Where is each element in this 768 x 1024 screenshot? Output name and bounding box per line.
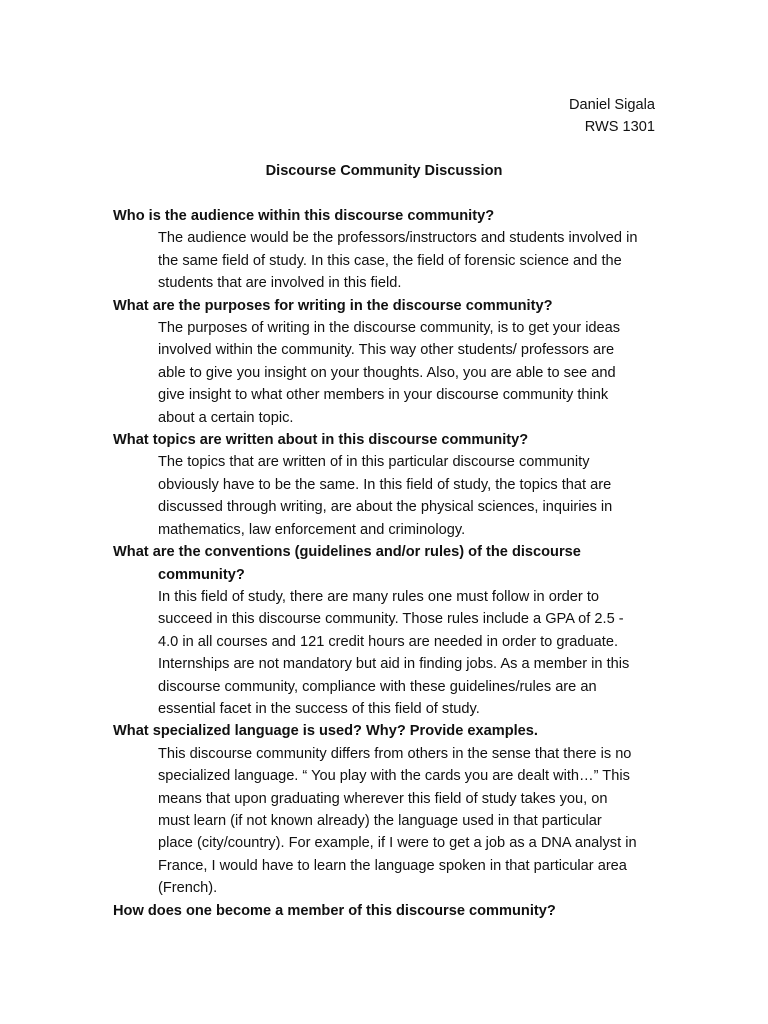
author-name: Daniel Sigala xyxy=(569,97,655,113)
answer-paragraph: In this field of study, there are many rules one must follow in order to succeed in this discourse community. Those rules include a GPA of 2.5 - 4.0 in all courses and 121 credit hours are needed in order to graduate. Internships are not mandatory but aid in finding jobs. As a member in this discourse community, compliance with these guidelines/rules are an essential facet in the success of this field of study. xyxy=(158,588,630,717)
answer-paragraph: The audience would be the professors/instructors and students involved in the same field of study. In this case, the field of forensic science and the students that are involved in this field. xyxy=(158,230,638,292)
question-heading: How does one become a member of this discourse community? xyxy=(113,902,556,919)
question-heading: What are the conventions (guidelines and/or rules) of the discourse community? xyxy=(113,544,581,583)
question-heading: What specialized language is used? Why? Provide examples. xyxy=(113,723,538,740)
question-heading: Who is the audience within this discourse community? xyxy=(113,208,495,224)
answer-paragraph: This discourse community differs from others in the sense that there is no specialized language. “ You play with the cards you are dealt with…” This means that upon graduating wherever this field of study takes you, on must learn (if not known already) the language used in that particular place (city/country). For example, if I were to get a job as a DNA analyst in France, I would have to learn the language spoken in that particular area (French). xyxy=(158,745,637,897)
question-heading: What are the purposes for writing in the discourse community? xyxy=(113,297,553,314)
course-code: RWS 1301 xyxy=(584,119,655,136)
answer-paragraph: The purposes of writing in the discourse community, is to get your ideas involved within the community. This way other students/ professors are able to give you insight on your thoughts. Also, you are able to see and give insight to what other members in your discourse community think about a certain topic. xyxy=(158,320,621,426)
answer-paragraph: The topics that are written of in this particular discourse community obviously have to be the same. In this field of study, the topics that are discussed through writing, are about the physical sciences, inquiries in mathematics, law enforcement and criminology. xyxy=(158,454,613,538)
question-heading: What topics are written about in this discourse community? xyxy=(113,432,529,449)
document-title: Discourse Community Discussion xyxy=(265,163,503,179)
document-body xyxy=(113,205,658,922)
author-header xyxy=(569,94,655,139)
